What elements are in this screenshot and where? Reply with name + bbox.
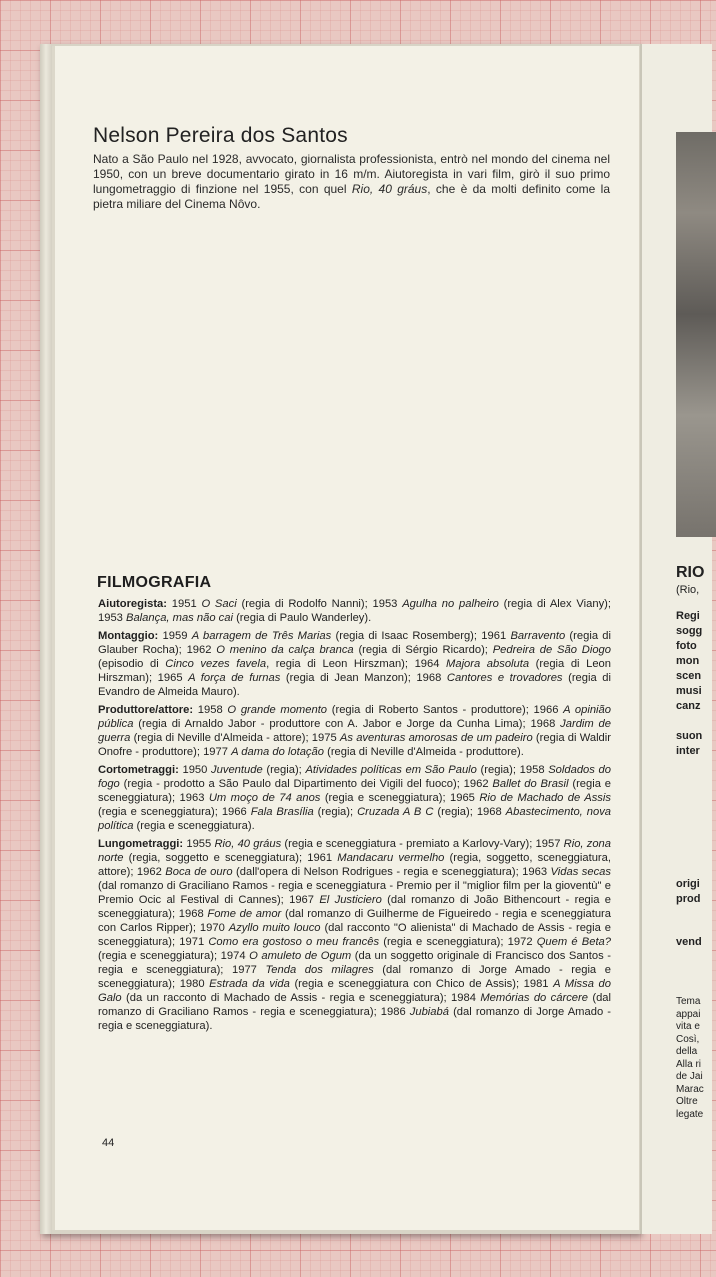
right-page-text-line: Tema	[676, 996, 701, 1007]
right-page-text-line: de Jai	[676, 1071, 703, 1082]
right-page-text-line: legate	[676, 1108, 704, 1120]
right-page-credit-label: scen	[676, 670, 702, 682]
right-page-credit-label: suon	[676, 730, 703, 742]
filmography-section-label: Montaggio:	[98, 630, 159, 642]
right-page-credit-label: inter	[676, 745, 700, 757]
right-page-credit-label: origi	[676, 878, 700, 890]
right-page-text-line: appai	[676, 1008, 701, 1020]
filmography-list	[98, 597, 611, 1037]
page-number: 44	[102, 1137, 115, 1149]
right-page-text-line: Alla ri	[676, 1058, 702, 1070]
filmography-section-text: 1959 A barragem de Três Marias (regia di Isaac Rosemberg); 1961 Barravento (regia di Glauber Rocha); 1962 O menino da calça branca (regia di Sérgio Ricardo); Pedreira de São Diogo (episodio di Cinco vezes favela, regia di Leon Hirszman); 1964 Majora absoluta (regia di Leon Hirszman); 1965 A força de furnas (regia di Jean Manzon); 1968 Cantores e trovadores (regia di Evandro de Almeida Mauro).	[98, 630, 612, 698]
right-page-text-line: Così,	[676, 1033, 700, 1045]
right-page-label: vend	[676, 936, 702, 948]
right-page-text-line: Oltre	[676, 1096, 698, 1107]
right-page-text-line: della	[676, 1046, 698, 1057]
right-page-credit-label: foto	[676, 640, 697, 652]
right-page-credit-label: sogg	[676, 625, 703, 637]
right-page-title: RIO	[676, 564, 705, 581]
filmography-section	[98, 629, 611, 699]
bio-title: Nelson Pereira dos Santos	[93, 124, 348, 147]
filmography-section-label: Cortometraggi:	[98, 764, 179, 776]
right-page	[640, 44, 712, 1234]
filmography-section	[98, 837, 611, 1033]
right-page-text-line: vita e	[676, 1021, 700, 1032]
filmography-section	[98, 597, 611, 625]
bio-text: Nato a São Paulo nel 1928, avvocato, giornalista professionista, entrò nel mondo del cinema nel 1950, con un breve documentario girato in 16 m/m. Aiutoregista in vari film, girò il suo primo lungometraggio di finzione nel 1955, con quel Rio, 40 gráus, che è da molti definito come la pietra miliare del Cinema Nôvo.	[93, 152, 610, 211]
filmography-section-text: 1951 O Saci (regia di Rodolfo Nanni); 1953 Agulha no palheiro (regia di Alex Viany); 1953 Balança, mas não cai (regia di Paulo Wanderley).	[98, 598, 611, 624]
right-page-credit-label: canz	[676, 700, 701, 712]
right-page-credit-label: mon	[676, 655, 700, 667]
right-page-credit-label: prod	[676, 893, 701, 905]
right-page-subtitle: (Rio,	[676, 584, 700, 596]
filmography-section-label: Aiutoregista:	[98, 598, 167, 610]
book-spine	[40, 44, 52, 1234]
right-page-credit-label: Regi	[676, 610, 700, 622]
filmography-heading: FILMOGRAFIA	[97, 574, 212, 591]
filmography-section-label: Produttore/attore:	[98, 704, 194, 716]
filmography-section	[98, 703, 611, 759]
filmography-section-label: Lungometraggi:	[98, 838, 184, 850]
film-still-photo	[676, 132, 716, 537]
right-page-credit-label: musi	[676, 685, 702, 697]
filmography-section-text: 1950 Juventude (regia); Atividades políticas em São Paulo (regia); 1958 Soldados do fogo (regia - prodotto a São Paulo dal Dipartimento dei Vigili del fuoco); 1962 Ballet do Brasil (regia e sceneggiatura); 1963 Um moço de 74 anos (regia e sceneggiatura); 1965 Rio de Machado de Assis (regia e sceneggiatura); 1966 Fala Brasília (regia); Cruzada A B C (regia); 1968 Abastecimento, nova política (regia e sceneggiatura).	[98, 764, 612, 832]
filmography-section-text: 1958 O grande momento (regia di Roberto Santos - produttore); 1966 A opinião pública (regia di Arnaldo Jabor - produttore con A. Jabor e Jorge da Cunha Lima); 1968 Jardim de guerra (regia di Neville d'Almeida - attore); 1975 As aventuras amorosas de um padeiro (regia di Waldir Onofre - produttore); 1977 A dama do lotação (regia di Neville d'Almeida - produttore).	[98, 704, 611, 758]
filmography-section-text: 1955 Rio, 40 gráus (regia e sceneggiatura - premiato a Karlovy-Vary); 1957 Rio, zona norte (regia, soggetto e sceneggiatura); 1961 Mandacaru vermelho (regia, soggetto, sceneggiatura, attore); 1962 Boca de ouro (dall'opera di Nelson Rodrigues - regia e sceneggiatura); 1963 Vidas secas (dal romanzo di Graciliano Ramos - regia e sceneggiatura - Premio per il "miglior film per la gioventù" e Premio Ocic al Festival di Cannes); 1967 El Justiciero (dal romanzo di João Bithencourt - regia e sceneggiatura); 1968 Fome de amor (dal romanzo di Guilherme de Figueiredo - regia e sceneggiatura con Carlos Ripper); 1970 Azyllo muito louco (dal racconto "O alienista" di Machado de Assis - regia e sceneggiatura); 1971 Como era gostoso o meu francês (regia e sceneggiatura); 1972 Quem é Beta? (regia e sceneggiatura); 1974 O amuleto de Ogum (da un soggetto originale di Francisco dos Santos - regia e sceneggiatura); 1977 Tenda dos milagres (dal romanzo di Jorge Amado - regia e sceneggiatura); 1980 Estrada da vida (regia e sceneggiatura con Chico de Assis); 1981 A Missa do Galo (da un racconto di Machado de Assis - regia e sceneggiatura); 1984 Memórias do cárcere (dal romanzo di Graciliano Ramos - regia e sceneggiatura); 1986 Jubiabá (dal romanzo di Jorge Amado - regia e sceneggiatura).	[98, 838, 612, 1032]
filmography-section	[98, 763, 611, 833]
right-page-text-line: Marac	[676, 1083, 704, 1095]
